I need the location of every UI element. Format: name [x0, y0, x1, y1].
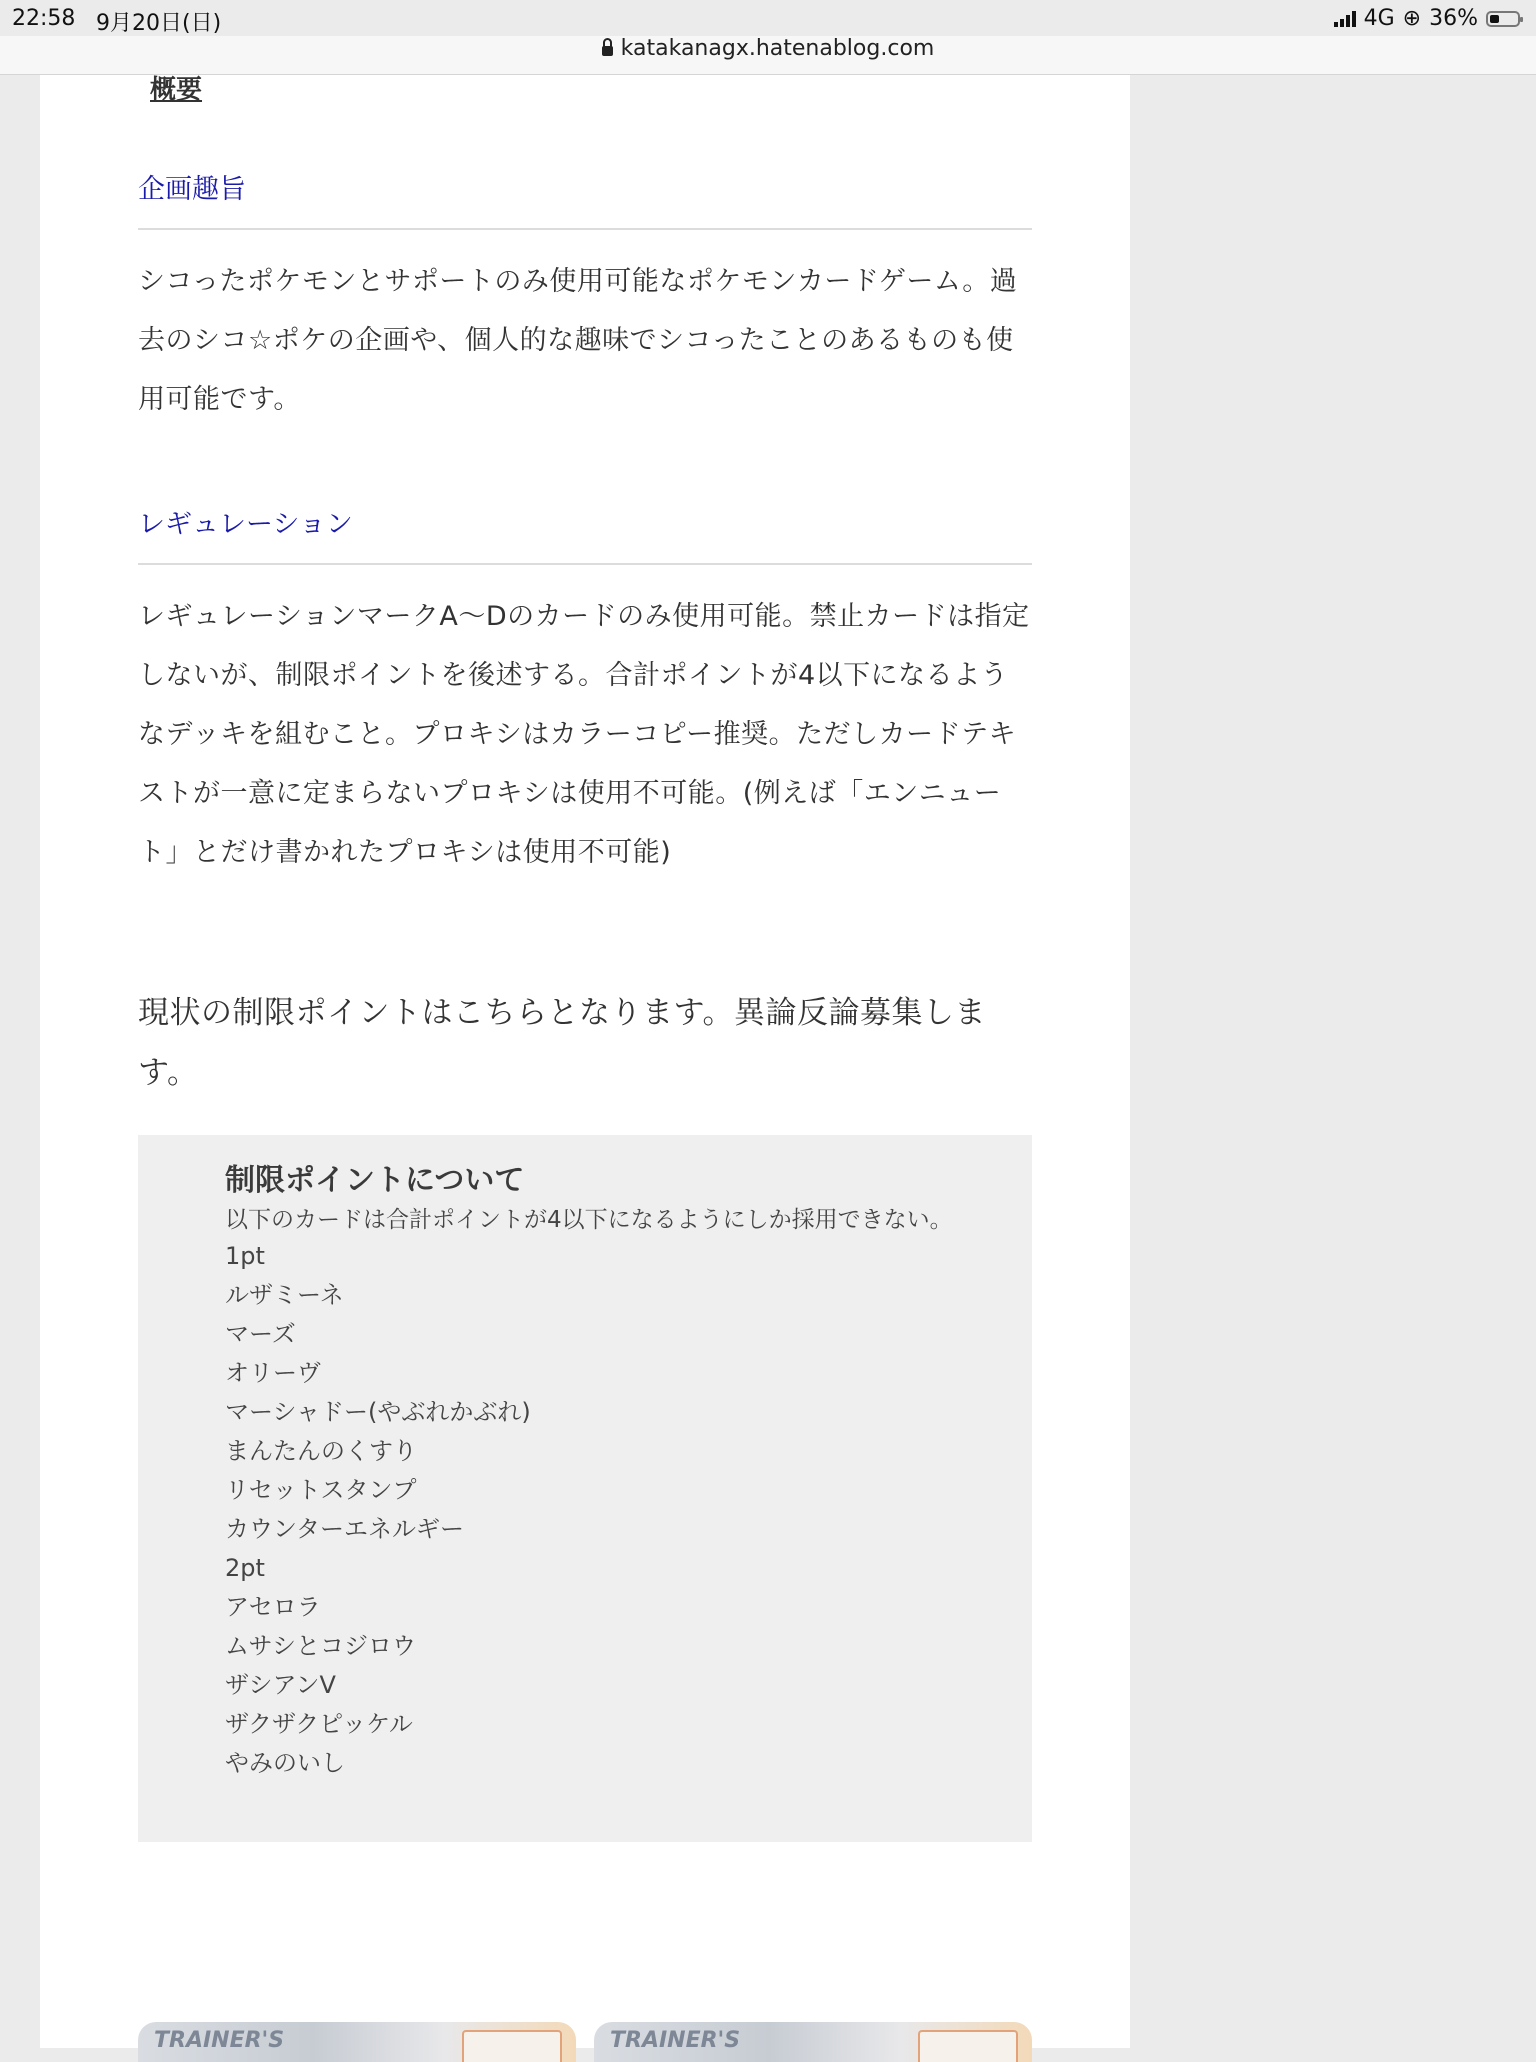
list-item: マーシャドー(やぶれかぶれ) — [225, 1398, 531, 1426]
lock-icon — [602, 46, 613, 56]
section-purpose — [138, 167, 1032, 429]
list-item: アセロラ — [225, 1593, 321, 1621]
list-item: まんたんのくすり — [225, 1437, 417, 1465]
status-bar — [0, 0, 1536, 40]
restriction-points-image[interactable] — [138, 1135, 1032, 1842]
battery-icon — [1486, 11, 1520, 27]
section-heading-purpose: 企画趣旨 — [138, 167, 1032, 230]
list-item: マーズ — [225, 1320, 296, 1348]
section-regulation — [138, 502, 1032, 882]
cut-off-heading: 概要 — [150, 75, 203, 105]
restriction-list — [225, 1237, 531, 1783]
list-item: ザシアンV — [225, 1671, 336, 1699]
network-label: 4G — [1363, 6, 1395, 31]
image-title: 制限ポイントについて — [225, 1163, 525, 1198]
list-item: やみのいし — [225, 1749, 345, 1777]
card-tag — [462, 2030, 562, 2062]
battery-percent: 36% — [1429, 6, 1478, 31]
article-page — [40, 75, 1130, 2053]
image-description: 以下のカードは合計ポイントが4以下になるようにしか採用できない。 — [225, 1207, 953, 1233]
list-item: カウンターエネルギー — [225, 1515, 465, 1543]
list-item: リセットスタンプ — [225, 1476, 417, 1504]
note — [138, 983, 1032, 1103]
list-item: 2pt — [225, 1554, 265, 1582]
purpose-paragraph: シコったポケモンとサポートのみ使用可能なポケモンカードゲーム。過去のシコ☆ポケの企画や、個人的な趣味でシコったことのあるものも使用可能です。 — [138, 266, 1018, 415]
address-bar[interactable] — [0, 36, 1536, 75]
card-label: TRAINER'S — [154, 2028, 285, 2053]
status-time: 22:58 — [12, 6, 76, 31]
note-paragraph: 現状の制限ポイントはこちらとなります。異論反論募集します。 — [138, 995, 987, 1091]
card-tag — [918, 2030, 1018, 2062]
card-image-1[interactable] — [138, 2022, 576, 2062]
list-item: 1pt — [225, 1242, 265, 1270]
list-item: ルザミーネ — [225, 1281, 344, 1309]
card-label: TRAINER'S — [610, 2028, 741, 2053]
status-date: 9月20日(日) — [96, 11, 222, 36]
list-item: オリーヴ — [225, 1359, 321, 1387]
card-image-2[interactable] — [594, 2022, 1032, 2062]
list-item: ザクザクピッケル — [225, 1710, 413, 1738]
regulation-paragraph: レギュレーションマークA〜Dのカードのみ使用可能。禁止カードは指定しないが、制限ポイントを後述する。合計ポイントが4以下になるようなデッキを組むこと。プロキシはカラーコピー推奨。ただしカードテキストが一意に定まらないプロキシは使用不可能。(例えば「エンニュート」とだけ書かれたプロキシは使用不可能) — [138, 601, 1030, 868]
url-text: katakanagx.hatenablog.com — [620, 36, 935, 61]
section-heading-regulation: レギュレーション — [138, 502, 1032, 565]
orientation-lock-icon: ⊕ — [1402, 6, 1422, 31]
list-item: ムサシとコジロウ — [225, 1632, 417, 1660]
signal-icon — [1334, 11, 1356, 27]
status-indicators — [1334, 6, 1520, 31]
